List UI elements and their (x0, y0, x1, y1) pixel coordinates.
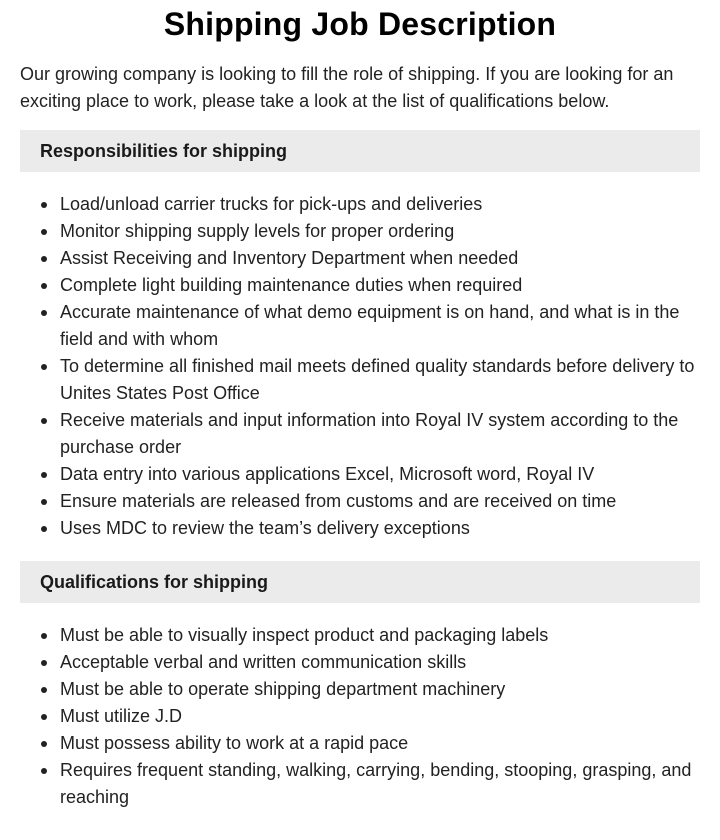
bullet-icon (41, 768, 47, 774)
qualifications-heading: Qualifications for shipping (20, 561, 700, 603)
bullet-icon (41, 418, 47, 424)
list-item (20, 407, 700, 461)
page-title: Shipping Job Description (163, 6, 557, 42)
intro-paragraph: Our growing company is looking to fill the role of shipping. If you are looking for an exciting place to work, please take a look at the list of qualifications below. (20, 64, 674, 111)
bullet-icon (41, 202, 47, 208)
list-item (20, 730, 700, 757)
list-item-text: Acceptable verbal and written communication skills (60, 652, 467, 672)
bullet-icon (41, 741, 47, 747)
list-item (20, 218, 700, 245)
list-item (20, 272, 700, 299)
responsibilities-heading: Responsibilities for shipping (20, 130, 700, 172)
list-item-text: Assist Receiving and Inventory Department when needed (60, 248, 519, 268)
bullet-icon (41, 472, 47, 478)
bullet-icon (41, 526, 47, 532)
list-item (20, 461, 700, 488)
list-item (20, 191, 700, 218)
list-item-text: To determine all finished mail meets defined quality standards before delivery to Unites States Post Office (60, 356, 695, 403)
list-item (20, 703, 700, 730)
responsibilities-list (20, 191, 700, 542)
list-item (20, 245, 700, 272)
bullet-icon (41, 283, 47, 289)
list-item-text: Receive materials and input information into Royal IV system according to the purchase order (60, 410, 679, 457)
list-item-text: Data entry into various applications Excel, Microsoft word, Royal IV (60, 464, 595, 484)
list-item (20, 649, 700, 676)
bullet-icon (41, 499, 47, 505)
list-item (20, 353, 700, 407)
list-item-text: Uses MDC to review the team’s delivery exceptions (60, 518, 470, 538)
bullet-icon (41, 687, 47, 693)
list-item (20, 515, 700, 542)
list-item-text: Load/unload carrier trucks for pick-ups and deliveries (60, 194, 483, 214)
list-item-text: Must be able to visually inspect product and packaging labels (60, 625, 549, 645)
list-item (20, 299, 700, 353)
list-item-text: Requires frequent standing, walking, carrying, bending, stooping, grasping, and reaching (60, 760, 692, 807)
bullet-icon (41, 660, 47, 666)
qualifications-list (20, 622, 700, 811)
list-item-text: Must be able to operate shipping department machinery (60, 679, 506, 699)
list-item-text: Must possess ability to work at a rapid pace (60, 733, 409, 753)
list-item-text: Monitor shipping supply levels for proper ordering (60, 221, 455, 241)
bullet-icon (41, 364, 47, 370)
bullet-icon (41, 229, 47, 235)
list-item-text: Must utilize J.D (60, 706, 183, 726)
bullet-icon (41, 714, 47, 720)
bullet-icon (41, 310, 47, 316)
list-item-text: Complete light building maintenance duties when required (60, 275, 523, 295)
list-item-text: Accurate maintenance of what demo equipment is on hand, and what is in the field and with whom (60, 302, 680, 349)
list-item (20, 622, 700, 649)
list-item (20, 488, 700, 515)
list-item-text: Ensure materials are released from customs and are received on time (60, 491, 617, 511)
list-item (20, 676, 700, 703)
list-item (20, 757, 700, 811)
bullet-icon (41, 256, 47, 262)
bullet-icon (41, 633, 47, 639)
